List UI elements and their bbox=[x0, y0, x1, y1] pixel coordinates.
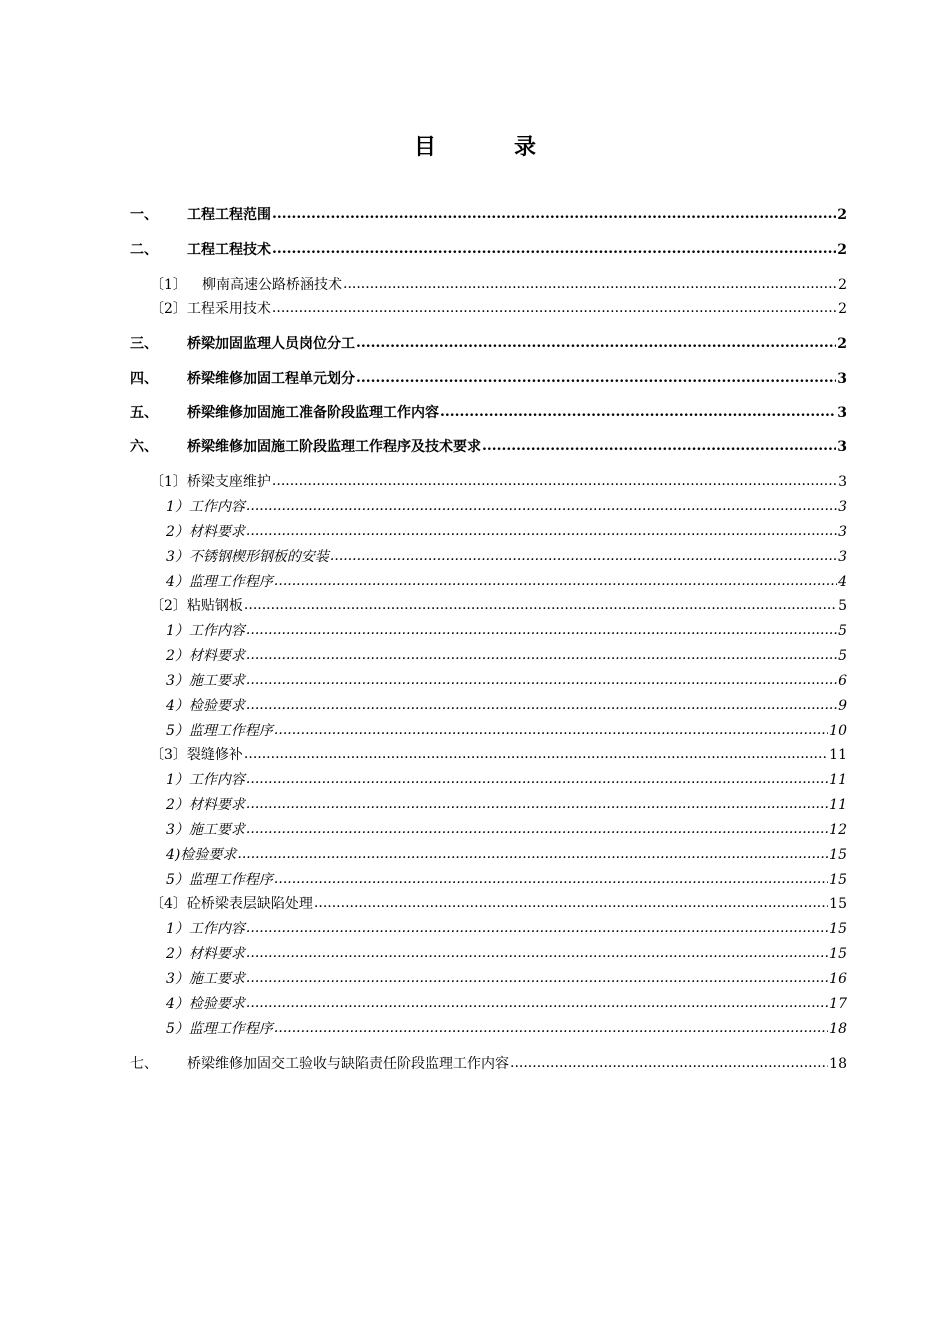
toc-entry[interactable] bbox=[130, 240, 847, 260]
dot-leader bbox=[246, 943, 828, 963]
toc-entry-number: 3） bbox=[166, 822, 189, 838]
toc-entry-page: 12 bbox=[829, 822, 847, 838]
dot-leader bbox=[356, 368, 836, 388]
dot-leader bbox=[246, 695, 837, 715]
toc-entry[interactable] bbox=[166, 969, 847, 989]
dot-leader bbox=[314, 893, 828, 913]
toc-entry-title: 砼桥梁表层缺陷处理 bbox=[186, 896, 313, 912]
toc-entry-number: 4） bbox=[166, 574, 189, 590]
toc-entry[interactable] bbox=[166, 497, 847, 517]
toc-entry-page: 15 bbox=[829, 896, 847, 912]
toc-entry-number: 5） bbox=[166, 872, 189, 888]
toc-entry-page: 6 bbox=[838, 673, 847, 689]
toc-entry-title: 桥梁维修加固施工阶段监理工作程序及技术要求 bbox=[187, 439, 481, 455]
toc-entry-page: 3 bbox=[837, 371, 847, 387]
toc-entry-page: 10 bbox=[829, 723, 847, 739]
dot-leader bbox=[272, 204, 836, 224]
toc-entry-number: 3） bbox=[166, 549, 189, 565]
toc-entry-page: 11 bbox=[829, 797, 847, 813]
toc-entry-title: 柳南高速公路桥涵技术 bbox=[202, 277, 342, 293]
toc-entry-title: 检验要求 bbox=[188, 698, 245, 714]
toc-entry[interactable] bbox=[166, 646, 847, 666]
toc-entry-title: 不锈钢楔形钢板的安装 bbox=[188, 549, 329, 565]
dot-leader bbox=[274, 571, 837, 591]
dot-leader bbox=[272, 471, 837, 491]
toc-entry-title: 桥梁维修加固交工验收与缺陷责任阶段监理工作内容 bbox=[187, 1056, 509, 1072]
toc-entry-title: 材料要求 bbox=[188, 648, 245, 664]
toc-entry-number: 一、 bbox=[130, 207, 158, 223]
dot-leader bbox=[244, 744, 828, 764]
dot-leader bbox=[244, 595, 837, 615]
toc-entry-title: 工作内容 bbox=[188, 623, 245, 639]
toc-entry-page: 18 bbox=[829, 1021, 847, 1037]
toc-entry[interactable] bbox=[166, 1019, 847, 1039]
toc-entry-number: 〔2〕 bbox=[150, 598, 187, 614]
dot-leader bbox=[356, 333, 836, 353]
toc-entry-number: 1） bbox=[166, 623, 189, 639]
toc-entry-title: 材料要求 bbox=[188, 524, 245, 540]
page-title: 目 录 bbox=[413, 134, 564, 160]
dot-leader bbox=[440, 402, 836, 422]
toc-entry-number: 2） bbox=[166, 946, 189, 962]
toc-entry-title: 检验要求 bbox=[188, 996, 245, 1012]
toc-entry-number: 1） bbox=[166, 499, 189, 515]
toc-entry-title: 工作内容 bbox=[188, 772, 245, 788]
toc-entry-number: 四、 bbox=[130, 371, 158, 387]
toc-entry-page: 3 bbox=[838, 549, 847, 565]
toc-entry-title: 施工要求 bbox=[188, 971, 245, 987]
toc-entry-number: 3） bbox=[166, 971, 189, 987]
toc-entry[interactable] bbox=[166, 572, 847, 592]
toc-entry-title: 工作内容 bbox=[188, 921, 245, 937]
toc-entry-title: 监理工作程序 bbox=[188, 723, 273, 739]
toc-entry-number: 3） bbox=[166, 673, 189, 689]
dot-leader bbox=[246, 645, 837, 665]
toc-entry-number: 三、 bbox=[130, 336, 158, 352]
toc-entry[interactable] bbox=[150, 596, 847, 616]
toc-entry-title: 桥梁加固监理人员岗位分工 bbox=[187, 336, 355, 352]
toc-entry[interactable] bbox=[166, 994, 847, 1014]
toc-entry[interactable] bbox=[166, 795, 847, 815]
toc-entry[interactable] bbox=[130, 205, 847, 225]
toc-entry-number: 〔2〕 bbox=[150, 301, 187, 317]
toc-entry-page: 3 bbox=[837, 439, 847, 455]
toc-entry[interactable] bbox=[130, 1054, 847, 1074]
toc-entry-page: 11 bbox=[829, 772, 847, 788]
toc-entry-page: 11 bbox=[829, 747, 847, 763]
toc-entry[interactable] bbox=[166, 671, 847, 691]
toc-entry-title: 材料要求 bbox=[188, 797, 245, 813]
toc-entry-title: 检验要求 bbox=[180, 847, 237, 863]
dot-leader bbox=[510, 1053, 828, 1073]
toc-entry-page: 15 bbox=[829, 946, 847, 962]
dot-leader bbox=[343, 274, 837, 294]
toc-entry[interactable] bbox=[166, 547, 847, 567]
toc-entry-number: 2） bbox=[166, 524, 189, 540]
dot-leader bbox=[237, 844, 828, 864]
toc-entry[interactable] bbox=[166, 696, 847, 716]
toc-entry-page: 3 bbox=[838, 499, 847, 515]
toc-entry[interactable] bbox=[150, 745, 847, 765]
toc-entry-number: 〔1〕 bbox=[150, 277, 187, 293]
dot-leader bbox=[482, 436, 836, 456]
dot-leader bbox=[274, 720, 828, 740]
toc-entry-title: 监理工作程序 bbox=[188, 1021, 273, 1037]
dot-leader bbox=[246, 769, 828, 789]
toc-entry-page: 2 bbox=[838, 277, 847, 293]
toc-entry[interactable] bbox=[166, 845, 847, 865]
toc-entry-title: 桥梁支座维护 bbox=[186, 474, 271, 490]
dot-leader bbox=[274, 1018, 828, 1038]
toc-entry[interactable] bbox=[166, 770, 847, 790]
toc-entry-number: 六、 bbox=[130, 439, 158, 455]
toc-entry-title: 工程采用技术 bbox=[186, 301, 271, 317]
dot-leader bbox=[246, 521, 837, 541]
toc-entry-title: 桥梁维修加固工程单元划分 bbox=[187, 371, 355, 387]
toc-entry[interactable] bbox=[130, 369, 847, 389]
toc-entry-number: 二、 bbox=[130, 242, 158, 258]
toc-entry-title: 粘贴钢板 bbox=[186, 598, 243, 614]
toc-entry-number: 2） bbox=[166, 648, 189, 664]
toc-entry-number: 4） bbox=[166, 698, 189, 714]
toc-entry-title: 施工要求 bbox=[188, 673, 245, 689]
dot-leader bbox=[246, 496, 837, 516]
toc-entry-page: 3 bbox=[838, 524, 847, 540]
toc-entry[interactable] bbox=[130, 403, 847, 423]
dot-leader bbox=[330, 546, 837, 566]
dot-leader bbox=[246, 620, 837, 640]
toc-entry[interactable] bbox=[166, 621, 847, 641]
toc-entry-page: 3 bbox=[838, 474, 847, 490]
toc-entry-page: 2 bbox=[838, 301, 847, 317]
toc-entry-page: 2 bbox=[837, 336, 847, 352]
toc-entry-number: 1） bbox=[166, 772, 189, 788]
dot-leader bbox=[272, 298, 837, 318]
dot-leader bbox=[246, 993, 828, 1013]
toc-entry-number: 2） bbox=[166, 797, 189, 813]
toc-entry[interactable] bbox=[166, 944, 847, 964]
toc-entry-page: 17 bbox=[829, 996, 847, 1012]
toc-entry-number: 〔1〕 bbox=[150, 474, 187, 490]
toc-entry-title: 监理工作程序 bbox=[188, 574, 273, 590]
toc-entry[interactable] bbox=[150, 275, 847, 295]
toc-entry-page: 18 bbox=[829, 1056, 847, 1072]
toc-entry[interactable] bbox=[166, 870, 847, 890]
toc-entry-title: 工程工程范围 bbox=[187, 207, 271, 223]
toc-entry-number: 4） bbox=[166, 996, 189, 1012]
toc-entry[interactable] bbox=[166, 820, 847, 840]
toc-entry-title: 工程工程技术 bbox=[187, 242, 271, 258]
toc-entry-page: 5 bbox=[838, 623, 847, 639]
dot-leader bbox=[246, 819, 828, 839]
toc-entry[interactable] bbox=[150, 299, 847, 319]
toc-entry-page: 4 bbox=[838, 574, 847, 590]
toc-entry-title: 施工要求 bbox=[188, 822, 245, 838]
toc-entry-title: 工作内容 bbox=[188, 499, 245, 515]
dot-leader bbox=[246, 968, 828, 988]
toc-entry-number: 五、 bbox=[130, 405, 158, 421]
toc-entry-page: 15 bbox=[829, 847, 847, 863]
toc-entry[interactable] bbox=[130, 334, 847, 354]
toc-entry-page: 2 bbox=[837, 242, 847, 258]
toc-entry[interactable] bbox=[166, 721, 847, 741]
dot-leader bbox=[274, 869, 828, 889]
toc-entry-number: 5） bbox=[166, 1021, 189, 1037]
toc-entry-title: 桥梁维修加固施工准备阶段监理工作内容 bbox=[187, 405, 439, 421]
toc-entry-title: 裂缝修补 bbox=[186, 747, 243, 763]
toc-entry-page: 15 bbox=[829, 872, 847, 888]
toc-entry-page: 5 bbox=[838, 598, 847, 614]
toc-entry-page: 16 bbox=[829, 971, 847, 987]
dot-leader bbox=[246, 794, 828, 814]
toc-entry-page: 5 bbox=[838, 648, 847, 664]
toc-entry-number: 4) bbox=[166, 847, 181, 863]
dot-leader bbox=[246, 670, 837, 690]
toc-entry-page: 9 bbox=[838, 698, 847, 714]
toc-entry-number: 〔3〕 bbox=[150, 747, 187, 763]
toc-entry-title: 监理工作程序 bbox=[188, 872, 273, 888]
toc-entry[interactable] bbox=[130, 437, 847, 457]
toc-entry-number: 七、 bbox=[130, 1056, 158, 1072]
toc-entry[interactable] bbox=[150, 472, 847, 492]
toc-entry[interactable] bbox=[166, 919, 847, 939]
toc-entry-title: 材料要求 bbox=[188, 946, 245, 962]
toc-entry-page: 2 bbox=[837, 207, 847, 223]
toc-entry[interactable] bbox=[150, 894, 847, 914]
toc-entry[interactable] bbox=[166, 522, 847, 542]
toc-entry-page: 15 bbox=[829, 921, 847, 937]
toc-entry-number: 5） bbox=[166, 723, 189, 739]
toc-entry-page: 3 bbox=[837, 405, 847, 421]
toc-entry-number: 〔4〕 bbox=[150, 896, 187, 912]
dot-leader bbox=[272, 239, 836, 259]
toc-entry-number: 1） bbox=[166, 921, 189, 937]
dot-leader bbox=[246, 918, 828, 938]
